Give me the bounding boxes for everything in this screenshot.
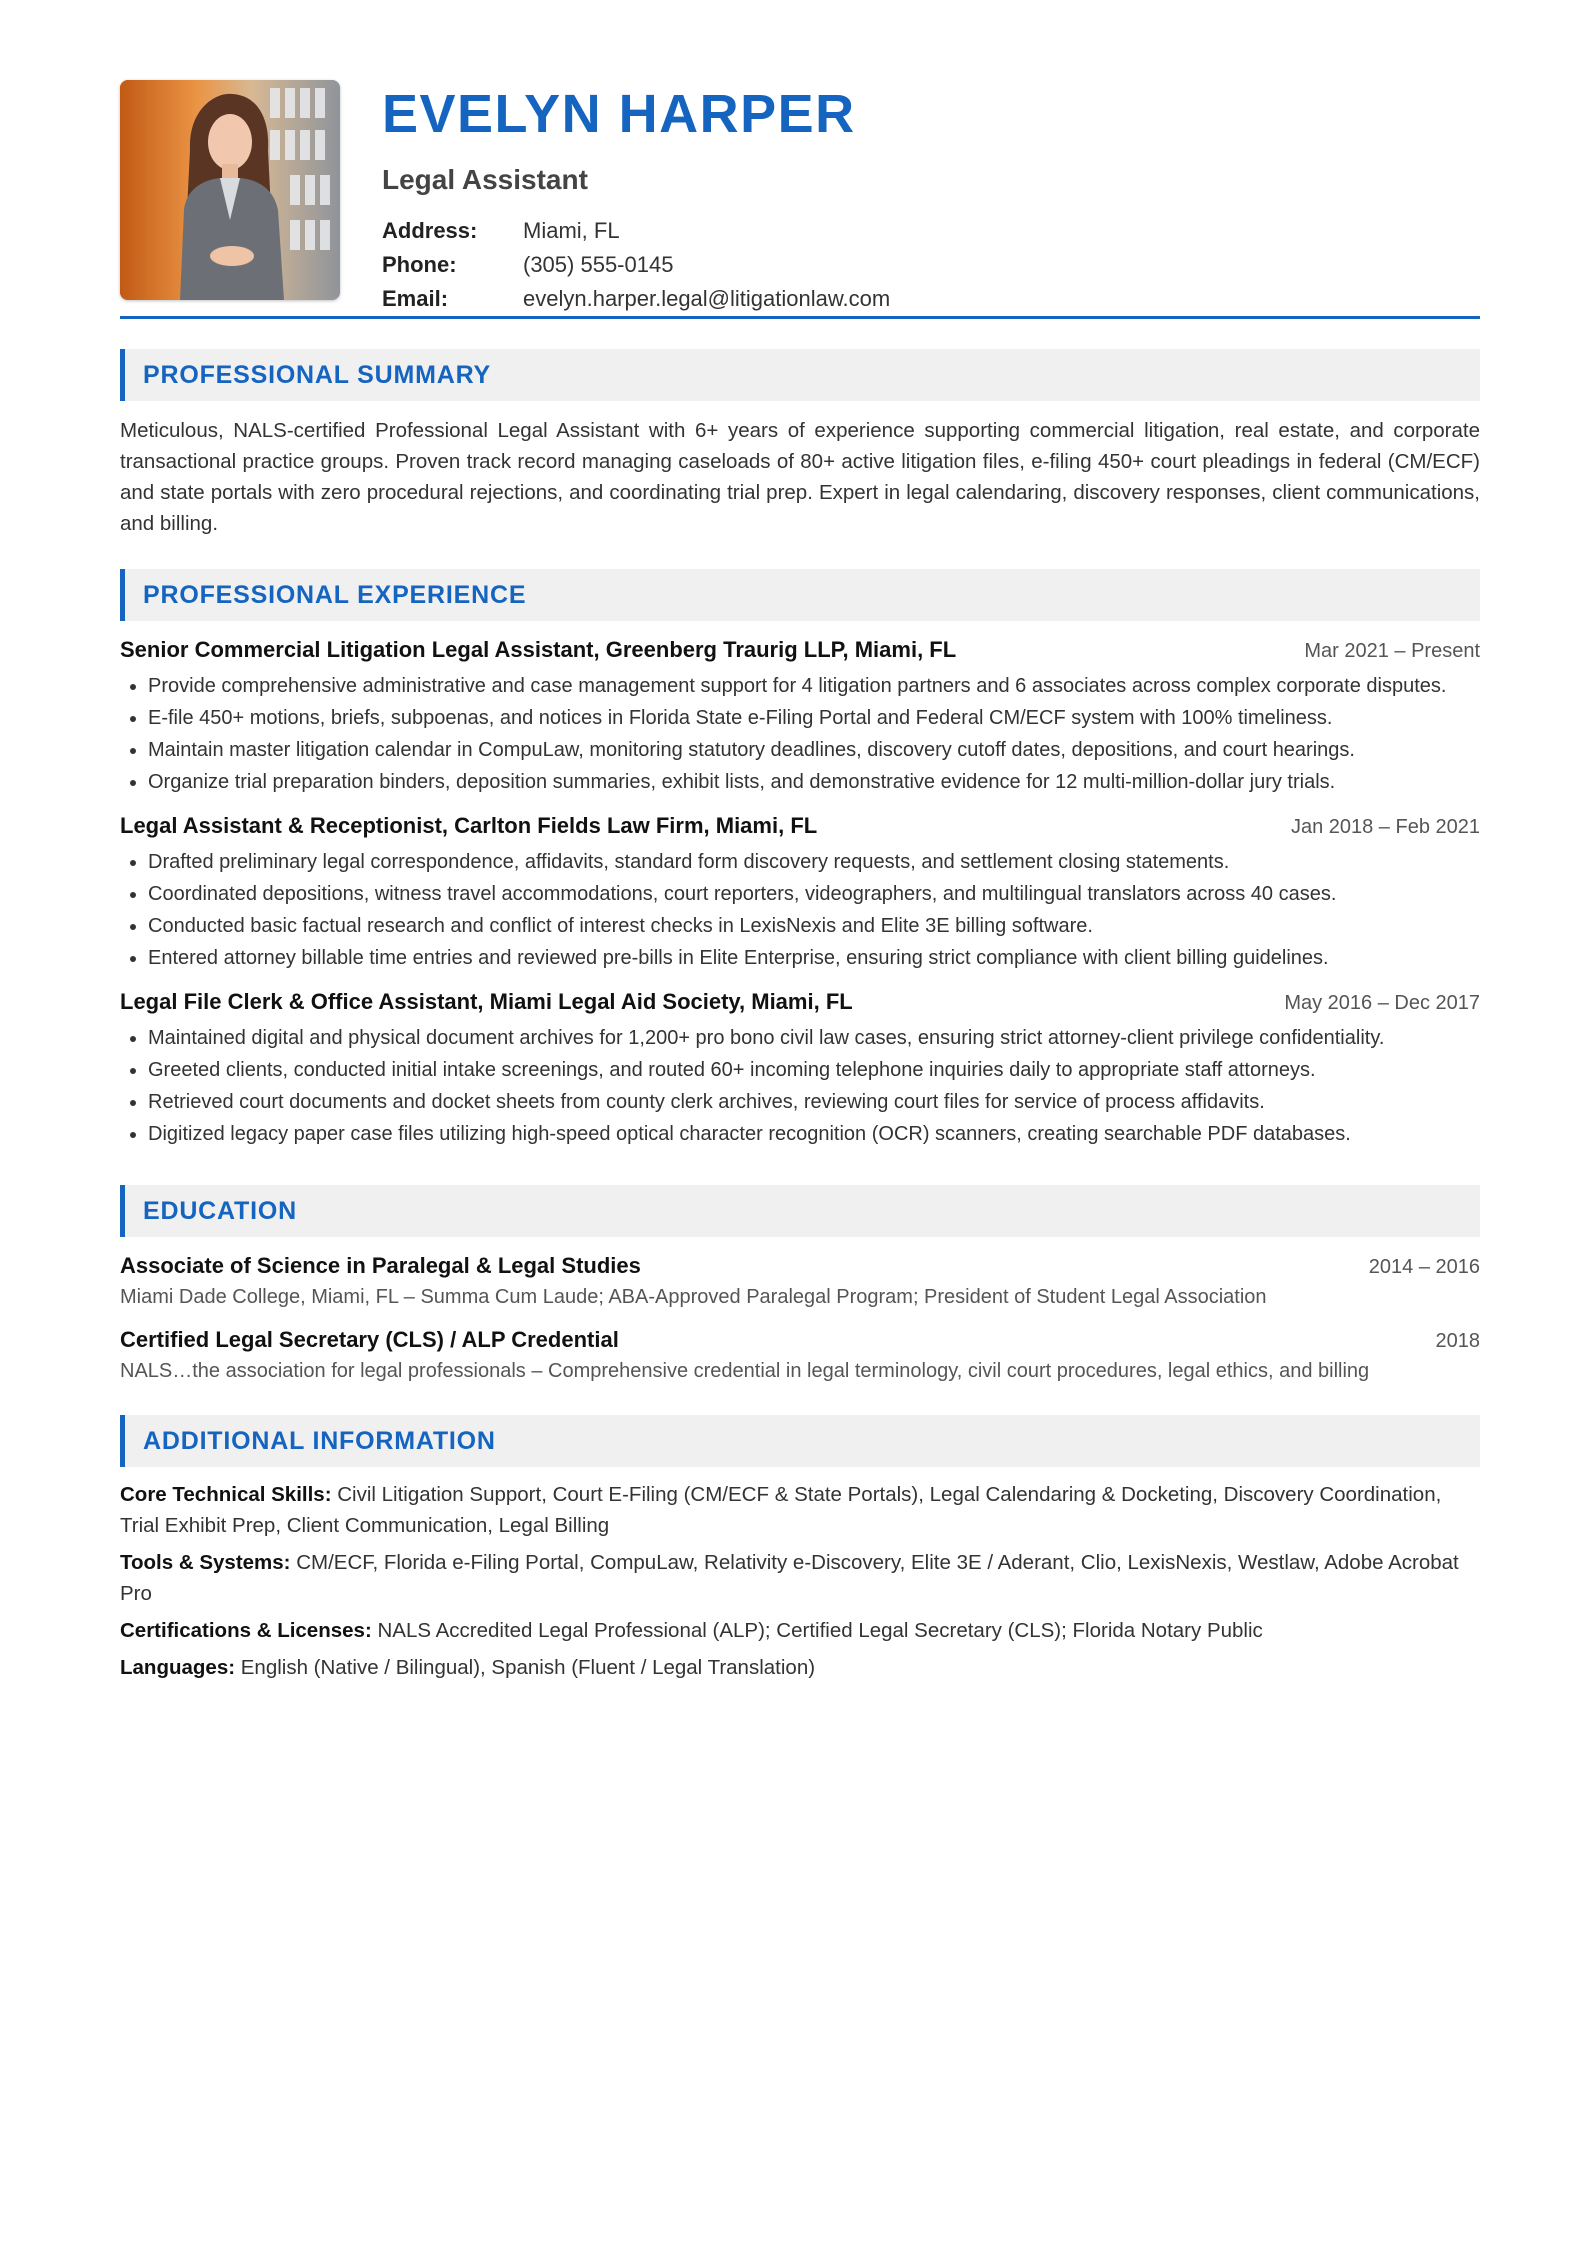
bullet-item: Provide comprehensive administrative and case management support for 4 litigation partners and 6 associates across complex corporate disputes.	[120, 672, 1480, 701]
education-date: 2018	[1435, 1330, 1480, 1352]
job-bullets	[120, 672, 1480, 797]
education-title: Certified Legal Secretary (CLS) / ALP Credential	[120, 1327, 619, 1352]
education-entry	[120, 1325, 1480, 1385]
contact-value: (305) 555-0145	[523, 252, 674, 277]
section-heading-education	[120, 1185, 1480, 1237]
additional-item-tools	[120, 1547, 1480, 1609]
job-date: May 2016 – Dec 2017	[1284, 992, 1480, 1014]
additional-item-skills	[120, 1479, 1480, 1541]
section-heading-label: PROFESSIONAL SUMMARY	[143, 361, 491, 389]
job-title: Senior Commercial Litigation Legal Assistant, Greenberg Traurig LLP, Miami, FL	[120, 637, 957, 662]
job-date: Jan 2018 – Feb 2021	[1290, 816, 1480, 838]
contact-address	[382, 214, 890, 248]
education-detail: NALS…the association for legal professionals – Comprehensive credential in legal terminology, civil court procedures, legal ethics, and billing	[120, 1360, 1370, 1382]
profile-photo-illustration	[120, 80, 340, 300]
contact-label: Email:	[382, 286, 449, 311]
additional-label: Certifications & Licenses:	[120, 1619, 378, 1642]
bullet-item: Retrieved court documents and docket sheets from county clerk archives, reviewing court files for service of process affidavits.	[120, 1088, 1480, 1117]
contact-value: Miami, FL	[523, 218, 620, 243]
bullet-item: Digitized legacy paper case files utilizing high-speed optical character recognition (OCR) scanners, creating searchable PDF databases.	[120, 1120, 1480, 1149]
section-heading-additional	[120, 1415, 1480, 1467]
additional-value: English (Native / Bilingual), Spanish (Fluent / Legal Translation)	[240, 1656, 816, 1679]
job-entry	[120, 635, 1480, 797]
contact-phone	[382, 248, 890, 282]
additional-info	[120, 1479, 1480, 1683]
education-header	[120, 1251, 1480, 1282]
job-entry	[120, 987, 1480, 1149]
bullet-item: Entered attorney billable time entries and reviewed pre-bills in Elite Enterprise, ensuring strict compliance with client billing guidelines.	[120, 944, 1480, 973]
bullet-item: Maintain master litigation calendar in CompuLaw, monitoring statutory deadlines, discovery cutoff dates, depositions, and court hearings.	[120, 736, 1480, 765]
job-title: Legal Assistant & Receptionist, Carlton Fields Law Firm, Miami, FL	[120, 813, 818, 838]
education-header	[120, 1325, 1480, 1356]
candidate-name: EVELYN HARPER	[382, 84, 856, 144]
profile-photo	[120, 80, 340, 300]
education-entry	[120, 1251, 1480, 1311]
contact-label: Phone:	[382, 252, 457, 277]
bullet-item: Organize trial preparation binders, deposition summaries, exhibit lists, and demonstrative evidence for 12 multi-million-dollar jury trials.	[120, 768, 1480, 797]
contact-value: evelyn.harper.legal@litigationlaw.com	[523, 286, 891, 311]
job-title: Legal File Clerk & Office Assistant, Miami Legal Aid Society, Miami, FL	[120, 989, 853, 1014]
additional-item-languages	[120, 1652, 1480, 1683]
bullet-item: Drafted preliminary legal correspondence, affidavits, standard form discovery requests, and settlement closing statements.	[120, 848, 1480, 877]
additional-label: Core Technical Skills:	[120, 1483, 338, 1506]
job-entry	[120, 811, 1480, 973]
bullet-item: Maintained digital and physical document archives for 1,200+ pro bono civil law cases, ensuring strict attorney-client privilege confidentiality.	[120, 1024, 1480, 1053]
section-heading-label: ADDITIONAL INFORMATION	[143, 1427, 496, 1455]
education-title: Associate of Science in Paralegal & Legal Studies	[120, 1253, 641, 1278]
bullet-item: Conducted basic factual research and conflict of interest checks in LexisNexis and Elite 3E billing software.	[120, 912, 1480, 941]
education-date: 2014 – 2016	[1368, 1256, 1480, 1278]
section-heading-label: PROFESSIONAL EXPERIENCE	[143, 581, 527, 609]
additional-value: NALS Accredited Legal Professional (ALP); Certified Legal Secretary (CLS); Florida Notary Public	[377, 1619, 1263, 1642]
section-heading-label: EDUCATION	[143, 1197, 297, 1225]
job-bullets	[120, 1024, 1480, 1149]
bullet-item: Coordinated depositions, witness travel accommodations, court reporters, videographers, and multilingual translators across 40 cases.	[120, 880, 1480, 909]
additional-label: Languages:	[120, 1656, 241, 1679]
header-divider	[120, 316, 1480, 319]
job-title-heading: Legal Assistant	[382, 164, 588, 195]
job-bullets	[120, 848, 1480, 973]
section-heading-experience	[120, 569, 1480, 621]
additional-value: CM/ECF, Florida e-Filing Portal, CompuLaw, Relativity e-Discovery, Elite 3E / Aderant, Clio, LexisNexis, Westlaw, Adobe Acrobat Pro	[120, 1551, 1459, 1605]
section-heading-summary	[120, 349, 1480, 401]
additional-label: Tools & Systems:	[120, 1551, 297, 1574]
summary-text: Meticulous, NALS-certified Professional Legal Assistant with 6+ years of experience supporting commercial litigation, real estate, and corporate transactional practice groups. Proven track record managing caseloads of 80+ active litigation files, e-filing 450+ court pleadings in federal (CM/ECF) and state portals with zero procedural rejections, and coordinating trial prep. Expert in legal calendaring, discovery responses, client communications, and billing.	[120, 419, 1480, 535]
job-date: Mar 2021 – Present	[1304, 640, 1480, 662]
bullet-item: E-file 450+ motions, briefs, subpoenas, and notices in Florida State e-Filing Portal and Federal CM/ECF system with 100% timeliness.	[120, 704, 1480, 733]
contact-email	[382, 282, 890, 316]
job-header	[120, 811, 1480, 842]
additional-item-certifications	[120, 1615, 1480, 1646]
contact-label: Address:	[382, 218, 478, 243]
bullet-item: Greeted clients, conducted initial intake screenings, and routed 60+ incoming telephone inquiries daily to appropriate staff attorneys.	[120, 1056, 1480, 1085]
header-info	[382, 80, 890, 316]
additional-value: Civil Litigation Support, Court E-Filing (CM/ECF & State Portals), Legal Calendaring & Docketing, Discovery Coordination, Trial Exhibit Prep, Client Communication, Legal Billing	[120, 1483, 1442, 1537]
education-detail: Miami Dade College, Miami, FL – Summa Cum Laude; ABA-Approved Paralegal Program; President of Student Legal Association	[120, 1286, 1267, 1308]
resume-header	[120, 80, 1480, 311]
job-header	[120, 987, 1480, 1018]
job-header	[120, 635, 1480, 666]
